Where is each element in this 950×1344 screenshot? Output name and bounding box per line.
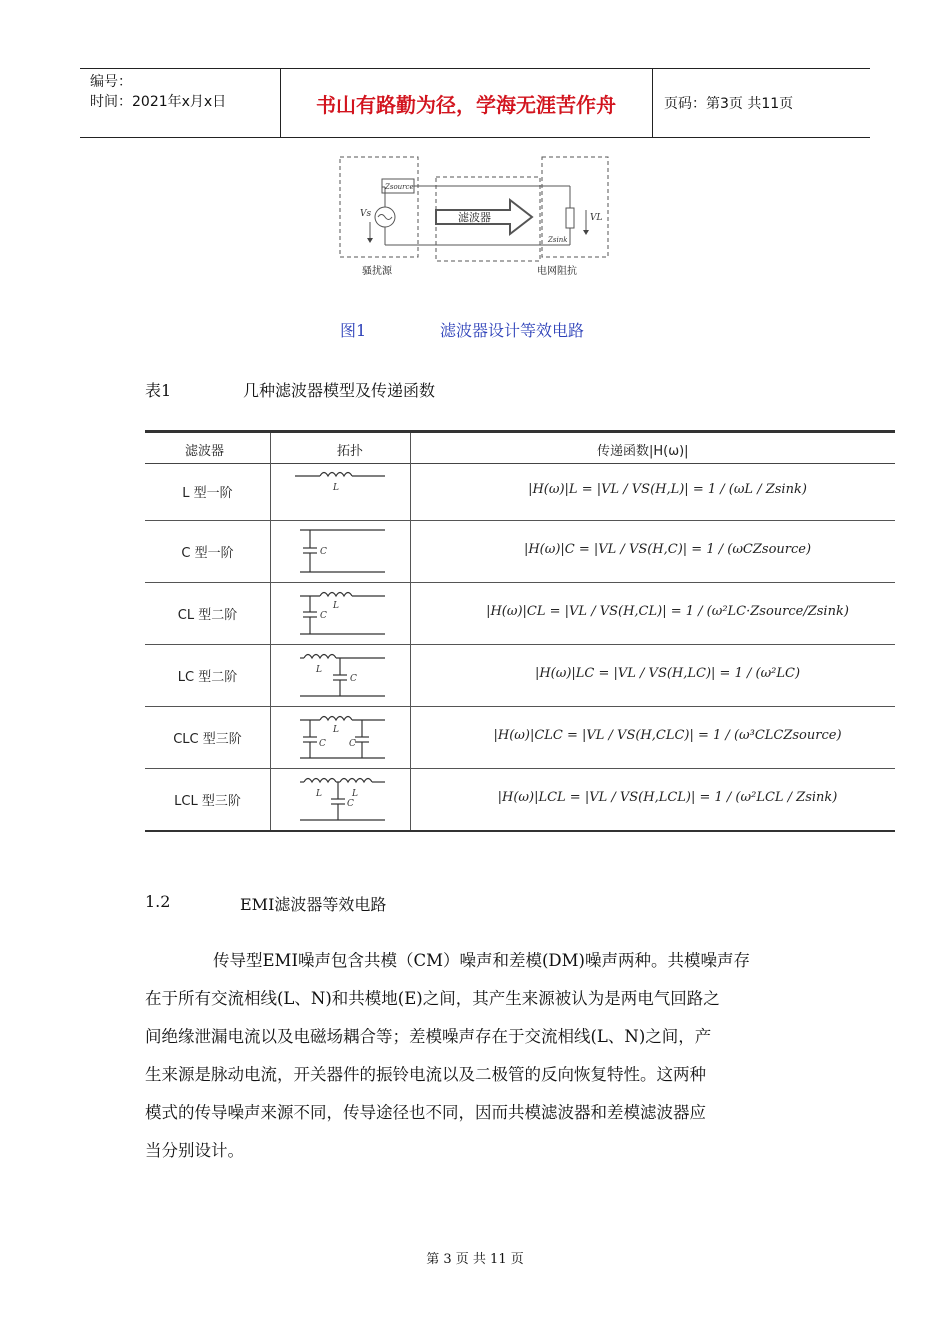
table1-caption-number: 表1	[145, 381, 172, 400]
header-transfer-function: 传递函数|H(ω)|	[597, 444, 689, 459]
svg-text:L: L	[352, 789, 358, 799]
figure1-diagram	[330, 150, 620, 285]
row-tf: |H(ω)|C = |VL / VS(H,C)| = 1 / (ωCZsource)	[523, 542, 812, 557]
svg-text:C: C	[320, 547, 327, 557]
row-tf: |H(ω)|CLC = |VL / VS(H,CLC)| = 1 / (ω³CLCZsource)	[493, 728, 842, 743]
number-label: 编号：	[90, 74, 132, 90]
row-name: CL 型二阶	[177, 608, 238, 623]
svg-text:L: L	[333, 601, 339, 611]
topology-lc-icon	[290, 648, 400, 702]
svg-text:C: C	[320, 611, 327, 621]
svg-text:L: L	[333, 483, 339, 493]
table1-caption-text: 几种滤波器模型及传递函数	[243, 381, 436, 400]
row-name: LCL 型三阶	[174, 794, 241, 809]
section-title: EMI滤波器等效电路	[240, 895, 387, 914]
figure1-caption-number: 图1	[340, 321, 367, 340]
topology-cl-icon	[290, 586, 400, 640]
header-right-cell	[652, 69, 870, 137]
time-label: 时间：2021年x月x日	[90, 94, 227, 110]
svg-text:L: L	[333, 725, 339, 735]
svg-text:L: L	[316, 789, 322, 799]
table-header-row	[145, 430, 895, 464]
row-name: L 型一阶	[182, 486, 233, 501]
paragraph-line: 传导型EMI噪声包含共模（CM）噪声和差模(DM)噪声两种。共模噪声存	[213, 951, 750, 970]
page-footer: 第 3 页 共 11 页	[426, 1252, 524, 1267]
header-center-cell	[280, 69, 653, 137]
svg-text:C: C	[349, 739, 356, 749]
page-header	[80, 68, 870, 138]
svg-text:C: C	[347, 799, 354, 809]
page-info: 页码：第3页 共11页	[664, 96, 794, 112]
header-topology: 拓扑	[337, 444, 364, 459]
source-caption: 骚扰源	[362, 266, 392, 277]
filter-label: 滤波器	[458, 211, 491, 224]
motto: 书山有路勤为径，学海无涯苦作舟	[316, 92, 616, 117]
row-tf: |H(ω)|L = |VL / VS(H,L)| = 1 / (ωL / Zsink)	[528, 482, 807, 497]
svg-text:C: C	[319, 739, 326, 749]
paragraph-line: 在于所有交流相线(L、N)和共模地(E)之间，其产生来源被认为是两电气回路之	[145, 989, 720, 1008]
row-name: C 型一阶	[181, 546, 234, 561]
table-row	[145, 644, 895, 707]
paragraph-line: 模式的传导噪声来源不同，传导途径也不同，因而共模滤波器和差模滤波器应	[145, 1103, 706, 1122]
row-tf: |H(ω)|LC = |VL / VS(H,LC)| = 1 / (ω²LC)	[534, 666, 801, 681]
zsink-resistor	[566, 208, 574, 228]
table-row	[145, 706, 895, 769]
table-row	[145, 460, 895, 521]
header-filter: 滤波器	[185, 444, 225, 459]
header-left-cell	[80, 69, 281, 137]
filter-table	[145, 430, 895, 832]
vs-label: Vs	[360, 209, 372, 219]
section-number: 1.2	[145, 892, 171, 911]
table-row	[145, 582, 895, 645]
svg-text:C: C	[350, 674, 357, 684]
topology-c-icon	[290, 524, 400, 578]
row-name: LC 型二阶	[177, 670, 238, 685]
paragraph-line: 当分别设计。	[145, 1141, 244, 1160]
figure1-caption-text: 滤波器设计等效电路	[440, 321, 585, 340]
zsink-label: Zsink	[548, 236, 568, 244]
svg-text:L: L	[316, 665, 322, 675]
topology-lcl-icon	[290, 772, 400, 826]
row-tf: |H(ω)|LCL = |VL / VS(H,LCL)| = 1 / (ω²LCL / Zsink)	[497, 790, 838, 805]
paragraph-line: 生来源是脉动电流，开关器件的振铃电流以及二极管的反向恢复特性。这两种	[145, 1065, 706, 1084]
body-paragraph	[145, 942, 825, 1170]
grid-caption: 电网阻抗	[537, 266, 577, 277]
topology-clc-icon	[290, 710, 400, 764]
row-tf: |H(ω)|CL = |VL / VS(H,CL)| = 1 / (ω²LC·Zsource/Zsink)	[486, 604, 849, 619]
topology-l-icon	[290, 466, 400, 514]
paragraph-line: 间绝缘泄漏电流以及电磁场耦合等；差模噪声存在于交流相线(L、N)之间，产	[145, 1027, 712, 1046]
row-name: CLC 型三阶	[173, 732, 242, 747]
vl-label: VL	[590, 213, 603, 223]
table-row	[145, 768, 895, 832]
source-box	[340, 157, 418, 257]
table-row	[145, 520, 895, 583]
zsource-label: Zsource	[385, 183, 414, 191]
